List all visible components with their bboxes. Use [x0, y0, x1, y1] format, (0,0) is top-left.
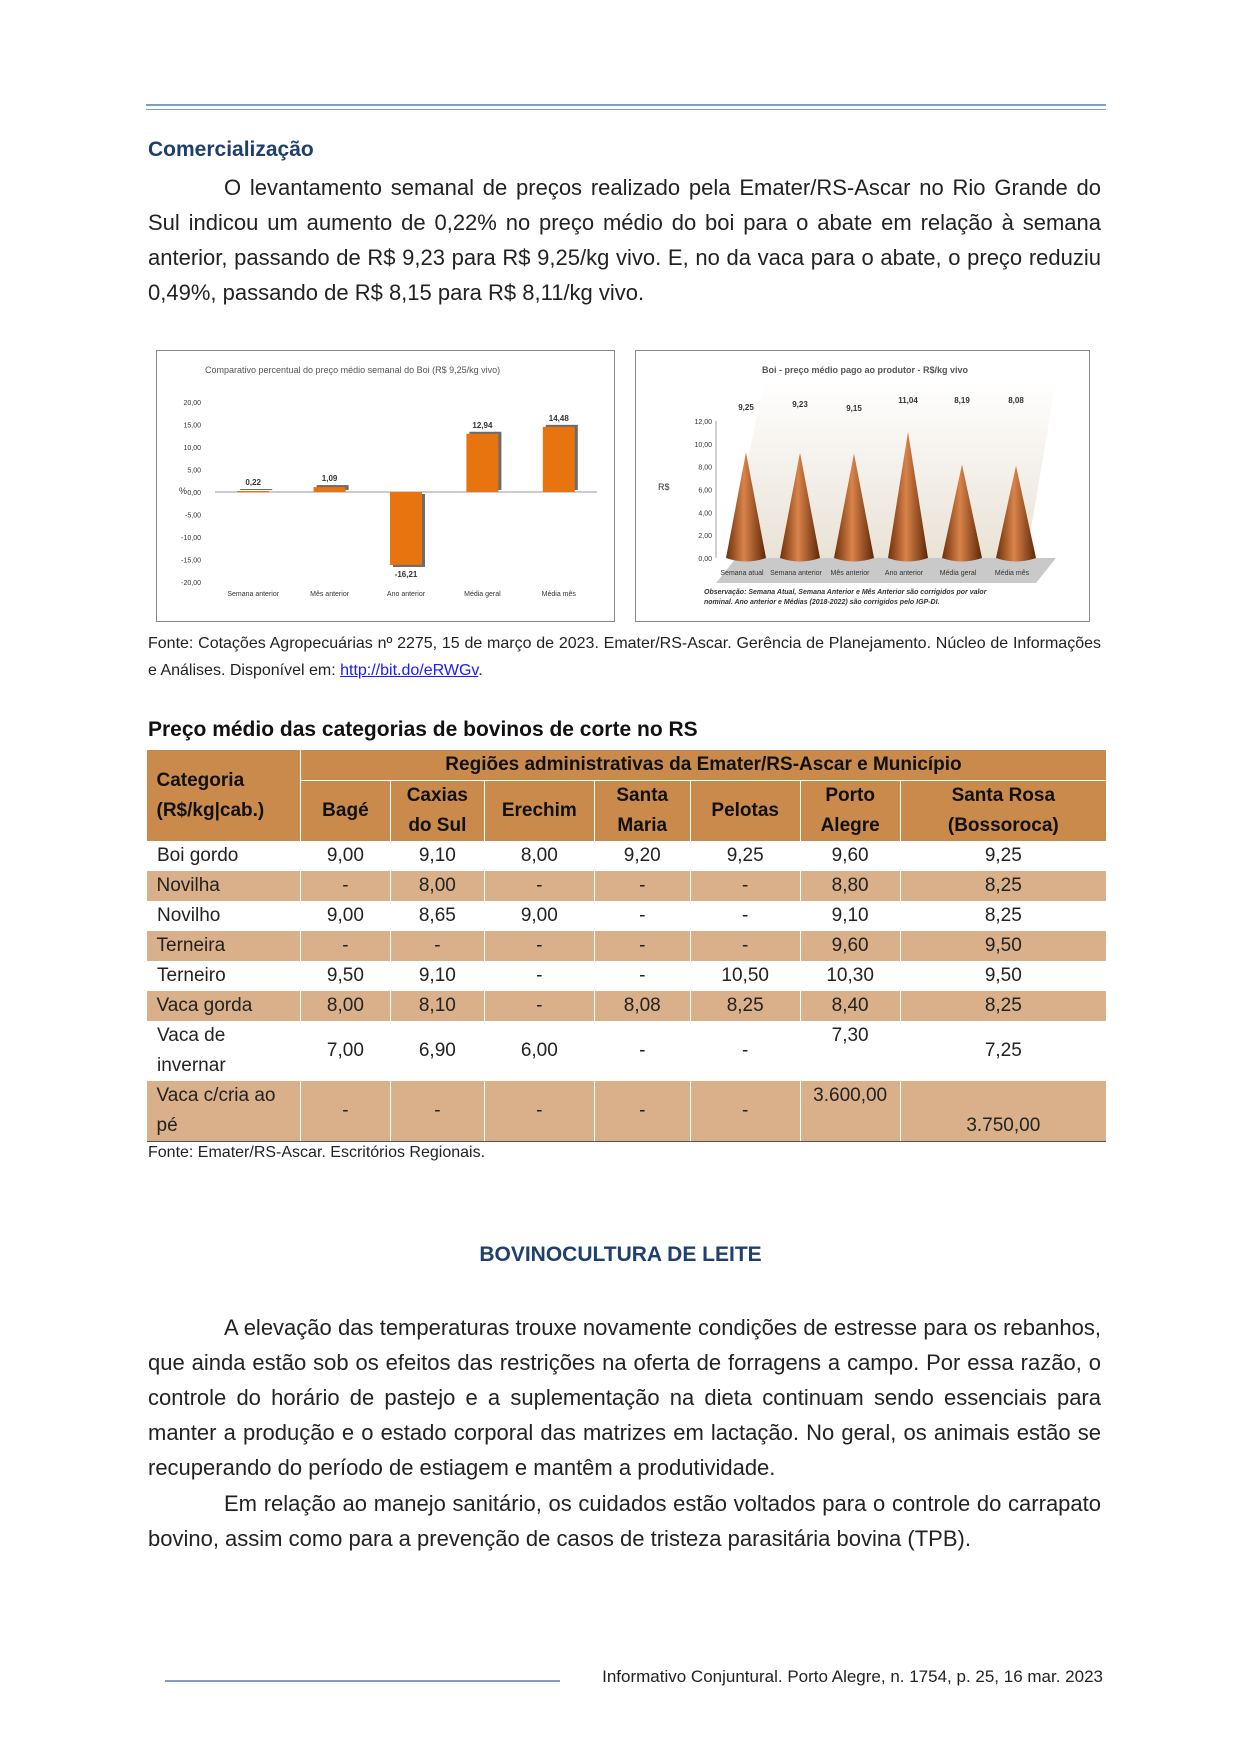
table-cell: 8,80 — [800, 871, 900, 901]
table-cell: - — [300, 931, 390, 961]
table-cell: 7,00 — [300, 1021, 390, 1081]
table-cell: - — [484, 931, 594, 961]
commercialization-paragraph: O levantamento semanal de preços realizado pela Emater/RS-Ascar no Rio Grande do Sul indicou um aumento de 0,22% no preço médio do boi para o abate em relação à semana anterior, passando de R$ 9,23 para R$ 9,25/kg vivo. E, no da vaca para o abate, o preço reduziu 0,49%, passando de R$ 8,15 para R$ 8,11/kg vivo. — [148, 175, 1101, 305]
table-row — [147, 841, 1107, 871]
data-label: 8,08 — [1008, 396, 1024, 405]
chart1-axes — [181, 400, 597, 587]
y-tick-label: 15,00 — [183, 422, 201, 430]
table-cell: - — [484, 961, 594, 991]
x-tick-label: Semana atual — [720, 570, 764, 577]
table-cell: 8,00 — [390, 871, 484, 901]
row-label — [147, 901, 301, 931]
table-row — [147, 901, 1107, 931]
column-header: Erechim — [484, 781, 594, 842]
y-tick-label: 4,00 — [698, 510, 712, 518]
column-header: Pelotas — [690, 781, 800, 842]
chart-source — [148, 630, 1101, 684]
table-cell: 10,50 — [690, 961, 800, 991]
y-tick-label: -5,00 — [185, 512, 201, 520]
table-cell: 10,30 — [800, 961, 900, 991]
y-tick-label: 6,00 — [698, 487, 712, 495]
bar — [314, 487, 346, 492]
table-cell: 8,25 — [690, 991, 800, 1021]
chart2-ylabel: R$ — [658, 482, 670, 492]
column-header-line1: Santa — [594, 781, 690, 812]
table-cell: - — [390, 1081, 484, 1142]
table-source: Fonte: Emater/RS-Ascar. Escritórios Regionais. — [148, 1144, 486, 1161]
x-tick-label: Semana anterior — [227, 591, 280, 598]
x-tick-label: Mês anterior — [310, 591, 350, 598]
dairy-paragraph-2: Em relação ao manejo sanitário, os cuidados estão voltados para o controle do carrapato bovino, assim como para a prevenção de casos de tristeza parasitária bovina (TPB). — [148, 1491, 1101, 1551]
bar-shadow — [240, 489, 272, 490]
chart1-ylabel: % — [179, 486, 188, 496]
source-link[interactable]: http://bit.do/eRWGv — [340, 662, 479, 679]
chart2-title: Boi - preço médio pago ao produtor - R$/kg vivo — [762, 365, 969, 375]
table-cell: - — [594, 1021, 690, 1081]
table-cell: - — [690, 1081, 800, 1142]
table-cell: 8,10 — [390, 991, 484, 1021]
table-cell: 9,00 — [300, 901, 390, 931]
x-tick-label: Mês anterior — [830, 570, 870, 577]
table-cell: 7,30 — [800, 1021, 900, 1081]
table-cell: - — [484, 991, 594, 1021]
row-label-line: Vaca c/cria ao — [156, 1085, 276, 1106]
data-label: 1,09 — [321, 474, 338, 484]
table-cell: 9,50 — [300, 961, 390, 991]
y-tick-label: 5,00 — [187, 467, 201, 475]
y-tick-label: 0,00 — [698, 556, 712, 563]
column-header-line2: Alegre — [800, 811, 900, 841]
table-cell: - — [690, 901, 800, 931]
data-label: 9,15 — [846, 404, 862, 413]
table-cell: 9,60 — [800, 931, 900, 961]
table-cell: - — [594, 961, 690, 991]
column-header: Bagé — [300, 781, 390, 842]
chart2-note-line1: Observação: Semana Atual, Semana Anterior e Mês Anterior são corrigidos por valor — [704, 589, 987, 596]
table-cell: 6,00 — [484, 1021, 594, 1081]
row-label-line: Vaca de — [157, 1025, 226, 1046]
table-cell: 8,00 — [484, 841, 594, 871]
x-tick-label: Média mês — [541, 591, 576, 598]
x-tick-label: Ano anterior — [884, 570, 924, 577]
column-header-line1: Santa Rosa — [900, 781, 1106, 812]
chart2-note-line2: nominal. Ano anterior e Médias (2018-2022) são corrigidos pelo IGP-DI. — [704, 599, 940, 606]
chart1-bars — [227, 414, 577, 598]
table-cell: - — [300, 871, 390, 901]
table-cell: 9,60 — [800, 841, 900, 871]
row-label — [147, 991, 301, 1021]
column-header-line2: (Bossoroca) — [900, 811, 1106, 841]
table-cell: 9,20 — [594, 841, 690, 871]
y-tick-label: 12,00 — [694, 419, 712, 426]
bar — [390, 492, 422, 565]
row-label-line: Novilha — [156, 875, 220, 896]
y-tick-label: 0,00 — [187, 490, 201, 497]
table-cell: - — [484, 1081, 594, 1142]
table-cell: 7,25 — [900, 1021, 1106, 1081]
table-cell: 8,00 — [300, 991, 390, 1021]
bar — [466, 434, 498, 492]
percent-comparison-chart-svg — [157, 351, 614, 621]
table-cell: 8,65 — [390, 901, 484, 931]
row-label — [147, 841, 301, 871]
table-cell: 9,10 — [800, 901, 900, 931]
table-cell: 9,25 — [690, 841, 800, 871]
row-label — [147, 931, 301, 961]
row-label-line: invernar — [157, 1055, 226, 1076]
table-cell: - — [690, 1021, 800, 1081]
table-cell: 3.750,00 — [900, 1081, 1106, 1142]
x-tick-label: Ano anterior — [386, 591, 426, 598]
y-tick-label: -20,00 — [181, 580, 201, 587]
footer-rule — [165, 1680, 560, 1682]
row-label — [147, 961, 301, 991]
dairy-paragraph-1: A elevação das temperaturas trouxe novamente condições de estresse para os rebanhos, que ainda estão sob os efeitos das restrições na oferta de forragens a campo. Por essa razão, o controle do horário de pastejo e a suplementação na dieta continuam sendo essenciais para manter a produção e o estado corporal das matrizes em lactação. No geral, os animais estão se recuperando do período de estiagem e mantêm a produtividade. — [148, 1315, 1101, 1480]
table-cell: 6,90 — [390, 1021, 484, 1081]
table-cell: 8,25 — [900, 871, 1106, 901]
table-row — [147, 961, 1107, 991]
y-tick-label: 10,00 — [183, 445, 201, 452]
row-label-line: Vaca gorda — [156, 995, 253, 1016]
row-label-line: Boi gordo — [157, 845, 239, 866]
table-cell: - — [594, 901, 690, 931]
row-label-line: pé — [156, 1115, 178, 1136]
bar — [543, 427, 575, 492]
table-cell: - — [300, 1081, 390, 1142]
table-cell: 8,25 — [900, 991, 1106, 1021]
x-tick-label: Média geral — [939, 570, 977, 577]
data-label: 0,22 — [245, 478, 261, 488]
table-cell: 9,00 — [484, 901, 594, 931]
percent-comparison-chart — [156, 350, 615, 622]
table-cell: 9,00 — [300, 841, 390, 871]
y-tick-label: 8,00 — [698, 464, 712, 472]
row-label — [147, 1081, 301, 1142]
table-cell: - — [390, 931, 484, 961]
chart-source-text: Fonte: Cotações Agropecuárias nº 2275, 15 de março de 2023. Emater/RS-Ascar. Gerência de Planejamento. Núcleo de Informações e Análises. Disponível em: — [148, 635, 1101, 679]
chart1-title: Comparativo percentual do preço médio semanal do Boi (R$ 9,25/kg vivo) — [205, 365, 501, 375]
section-title: Comercialização — [148, 138, 314, 161]
regions-header: Regiões administrativas da Emater/RS-Ascar e Município — [300, 750, 1106, 781]
data-label: 14,48 — [548, 413, 569, 423]
category-header-line2: (R$/kg|cab.) — [156, 799, 265, 821]
table-cell: - — [594, 871, 690, 901]
y-tick-label: 2,00 — [698, 533, 712, 541]
table-row — [147, 991, 1107, 1021]
data-label: 11,04 — [898, 396, 918, 405]
dairy-section-title: BOVINOCULTURA DE LEITE — [479, 1243, 762, 1266]
table-cell: 9,50 — [900, 961, 1106, 991]
x-tick-label: Média geral — [464, 591, 501, 598]
table-title: Preço médio das categorias de bovinos de corte no RS — [148, 718, 698, 741]
table-cell: - — [690, 931, 800, 961]
table-cell: - — [690, 871, 800, 901]
y-tick-label: -10,00 — [181, 535, 201, 542]
row-label-line: Novilho — [157, 905, 221, 926]
data-label: -16,21 — [394, 569, 418, 579]
bar — [237, 491, 269, 493]
cattle-price-chart-svg — [636, 351, 1089, 621]
table-row — [147, 1021, 1107, 1081]
row-label-line: Terneira — [156, 935, 226, 956]
table-cell: 9,50 — [900, 931, 1106, 961]
chart-source-end: . — [478, 662, 483, 679]
table-cell: 9,25 — [900, 841, 1106, 871]
table-row — [147, 1081, 1107, 1142]
table-cell: - — [484, 871, 594, 901]
column-header-line1: Caxias — [390, 781, 484, 812]
x-tick-label: Semana anterior — [770, 570, 822, 577]
price-table — [146, 750, 1106, 1142]
table-cell: 8,40 — [800, 991, 900, 1021]
table-cell: - — [594, 931, 690, 961]
cattle-price-chart — [635, 350, 1090, 622]
row-label — [147, 1021, 301, 1081]
column-header-line1: Porto — [800, 781, 900, 812]
table-cell: - — [594, 1081, 690, 1142]
column-header-line2: do Sul — [390, 811, 484, 841]
data-label: 9,23 — [792, 400, 808, 409]
row-label — [147, 871, 301, 901]
data-label: 9,25 — [738, 403, 754, 412]
footer-citation: Informativo Conjuntural. Porto Alegre, n. 1754, p. 25, 16 mar. 2023 — [602, 1667, 1103, 1686]
category-header-line1: Categoria — [156, 769, 245, 791]
table-row — [147, 871, 1107, 901]
y-tick-label: 20,00 — [183, 400, 201, 407]
y-tick-label: -15,00 — [181, 557, 201, 565]
table-cell: 8,08 — [594, 991, 690, 1021]
header-rule — [146, 104, 1106, 110]
row-label-line: Terneiro — [157, 965, 226, 986]
category-header — [147, 750, 301, 841]
data-label: 12,94 — [472, 420, 493, 430]
x-tick-label: Média mês — [994, 570, 1030, 577]
column-header-line2: Maria — [594, 811, 690, 841]
data-label: 8,19 — [954, 396, 970, 405]
table-cell: 8,25 — [900, 901, 1106, 931]
table-cell: 9,10 — [390, 841, 484, 871]
table-row — [147, 931, 1107, 961]
y-tick-label: 10,00 — [694, 441, 712, 449]
table-cell: 9,10 — [390, 961, 484, 991]
table-cell: 3.600,00 — [800, 1081, 900, 1142]
chart2-axes — [694, 419, 716, 563]
